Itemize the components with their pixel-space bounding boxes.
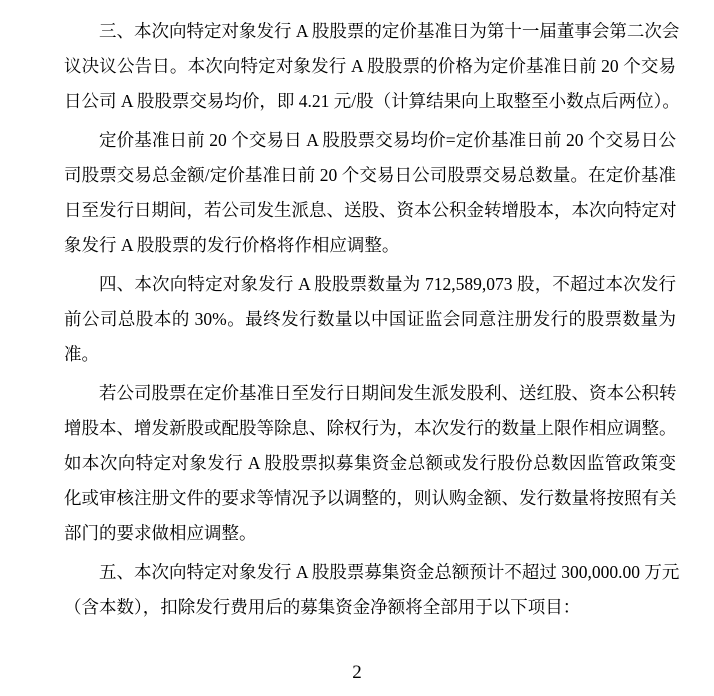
paragraph-line: 象发行 A 股股票的发行价格将作相应调整。 — [64, 235, 400, 255]
para-average-price-formula — [64, 123, 676, 263]
document-body — [64, 14, 680, 629]
paragraph-line: 日至发行日期间，若公司发生派息、送股、资本公积金转增股本，本次向特定对 — [64, 200, 677, 220]
paragraph-line: 司股票交易总金额/定价基准日前 20 个交易日公司股票交易总数量。在定价基准 — [64, 165, 676, 185]
paragraph-line: 日公司 A 股股票交易均价，即 4.21 元/股（计算结果向上取整至小数点后两位）。 — [64, 91, 680, 111]
paragraph-line: 定价基准日前 20 个交易日 A 股股票交易均价=定价基准日前 20 个交易日公 — [99, 130, 676, 150]
paragraph-line: 化或审核注册文件的要求等情况予以调整的，则认购金额、发行数量将按照有关 — [64, 488, 677, 508]
page-number: 2 — [352, 662, 362, 683]
paragraph-line: 议决议公告日。本次向特定对象发行 A 股股票的价格为定价基准日前 20 个交易 — [64, 56, 676, 76]
paragraph-line: 部门的要求做相应调整。 — [64, 523, 257, 543]
paragraph-line: 若公司股票在定价基准日至发行日期间发生派发股利、送红股、资本公积转 — [99, 383, 677, 403]
paragraph-line: 增股本、增发新股或配股等除息、除权行为，本次发行的数量上限作相应调整。 — [64, 418, 677, 438]
paragraph-line: （含本数），扣除发行费用后的募集资金净额将全部用于以下项目： — [64, 597, 581, 617]
paragraph-line: 三、本次向特定对象发行 A 股股票的定价基准日为第十一届董事会第二次会 — [99, 21, 680, 41]
para-4-issue-quantity — [64, 267, 676, 372]
para-3-pricing-base-date — [64, 14, 680, 119]
paragraph-line: 准。 — [64, 344, 99, 364]
paragraph-line: 前公司总股本的 30%。最终发行数量以中国证监会同意注册发行的股票数量为 — [64, 309, 676, 329]
paragraph-line: 五、本次向特定对象发行 A 股股票募集资金总额预计不超过 300,000.00 万元 — [99, 562, 680, 582]
para-quantity-adjustment — [64, 376, 676, 551]
paragraph-line: 如本次向特定对象发行 A 股股票拟募集资金总额或发行股份总数因监管政策变 — [64, 453, 676, 473]
para-5-raised-funds — [64, 555, 680, 625]
paragraph-line: 四、本次向特定对象发行 A 股股票数量为 712,589,073 股，不超过本次发行 — [99, 274, 676, 294]
